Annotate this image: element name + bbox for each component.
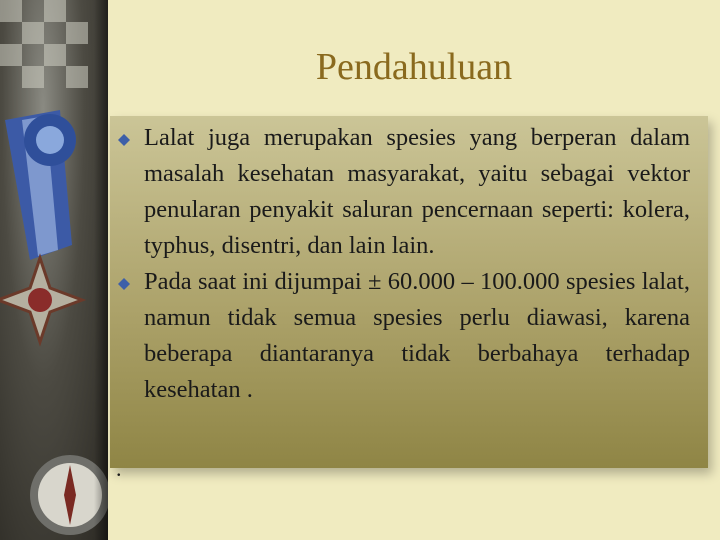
diamond-bullet-icon <box>118 278 130 290</box>
bullet-list <box>110 120 708 408</box>
bullet-text: Lalat juga merupakan spesies yang berperan dalam masalah kesehatan masyarakat, yaitu sebagai vektor penularan penyakit saluran pencernaan seperti: kolera, typhus, disentri, dan lain lain. <box>144 124 690 259</box>
content-panel <box>110 116 708 468</box>
bullet-text: Pada saat ini dijumpai ± 60.000 – 100.000 spesies lalat, namun tidak semua spesies perlu diawasi, karena beberapa diantaranya tidak berbahaya terhadap kesehatan . <box>144 268 690 403</box>
medal-compass-icon <box>0 0 108 540</box>
diamond-bullet-icon <box>118 134 130 146</box>
stray-mark: . <box>116 456 122 481</box>
decorative-side-image <box>0 0 108 540</box>
bullet-item <box>110 264 708 408</box>
bullet-item <box>110 120 708 264</box>
slide-title: Pendahuluan <box>315 46 513 88</box>
